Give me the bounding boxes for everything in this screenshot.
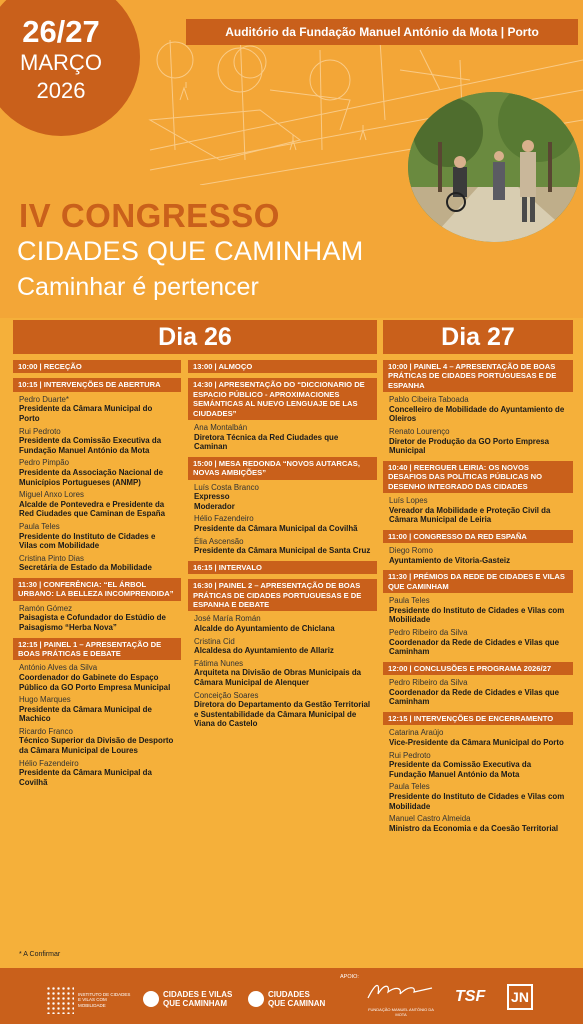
speaker-role: Presidente da Associação Nacional de Municípios Portugueses (ANMP)	[19, 467, 163, 487]
speaker-name: Cristina Pinto Dias	[19, 553, 84, 563]
session-time-title: 10:40 | REERGUER LEIRIA: OS NOVOS DESAFIOS DAS POLÍTICAS PÚBLICAS NO DESENHO INTEGRADO DAS CIDADES	[383, 461, 573, 493]
speaker	[13, 759, 181, 788]
footer-sponsors	[0, 968, 583, 1024]
speaker-name: Diego Romo	[389, 546, 433, 556]
speaker	[383, 427, 573, 456]
speaker-role: Ministro da Economia e da Coesão Territorial	[389, 823, 559, 833]
schedule-block	[188, 457, 377, 556]
speaker-name: Pedro Duarte*	[19, 394, 70, 404]
venue-bar: Auditório da Fundação Manuel António da Mota | Porto	[186, 19, 578, 45]
walker-icon	[248, 991, 264, 1007]
speaker-role: Vice-Presidente da Câmara Municipal do Porto	[389, 737, 564, 747]
signature-icon	[366, 980, 436, 1002]
session-time-title: 11:30 | CONFERÊNCIA: “EL ÁRBOL URBANO: LA BELLEZA INCOMPRENDIDA”	[13, 578, 181, 601]
schedule-block	[13, 578, 181, 633]
session-time-title: 15:00 | MESA REDONDA “NOVOS AUTARCAS, NOVAS AMBIÇÕES”	[188, 457, 377, 480]
speaker	[13, 522, 181, 551]
session-time-title: 12:00 | CONCLUSÕES E PROGRAMA 2026/27	[383, 662, 573, 675]
congress-edition: IV CONGRESSO	[19, 197, 280, 234]
speaker-name: Pablo Cibeira Taboada	[389, 395, 469, 405]
speaker-role: Coordenador da Rede de Cidades e Vilas que Caminham	[389, 637, 559, 657]
speaker-role: Presidente da Comissão Executiva da Fundação Manuel António da Mota	[19, 436, 162, 455]
speaker	[188, 502, 377, 512]
instituto-logo	[46, 986, 133, 1014]
footnote: * A Confirmar	[19, 951, 61, 958]
speaker-role: Vereador da Mobilidade e Proteção Civil da Câmara Municipal de Leiria	[389, 505, 551, 525]
dots-icon	[46, 986, 74, 1014]
speaker-role: Diretor de Produção da GO Porto Empresa Municipal	[389, 436, 550, 456]
speaker	[383, 728, 573, 747]
speaker	[383, 782, 573, 811]
speaker	[383, 628, 573, 657]
day-26-morning-column	[13, 360, 181, 792]
ciudades-line2: QUE CAMINAN	[268, 999, 326, 1008]
speaker-name: Cristina Cid	[194, 636, 235, 646]
speaker	[13, 554, 181, 573]
schedule-block	[188, 378, 377, 451]
speaker	[13, 458, 181, 487]
cidades-vilas-line2: QUE CAMINHAM	[163, 999, 227, 1008]
speaker	[188, 514, 377, 533]
day-27-header: Dia 27	[383, 320, 573, 354]
speaker-name: Paula Teles	[389, 596, 430, 606]
speaker	[13, 490, 181, 519]
event-days: 26/27	[22, 14, 100, 49]
speaker-name: Paula Teles	[19, 521, 60, 531]
event-month: MARÇO	[20, 50, 102, 75]
speaker-role: Presidente da Câmara Municipal do Porto	[19, 404, 153, 423]
speaker-role: Diretora do Departamento da Gestão Territorial e Sustentabilidade da Câmara Municipal de Viana do Castelo	[194, 700, 371, 729]
speaker	[383, 678, 573, 707]
speaker-role: Presidente da Câmara Municipal de Machico	[19, 704, 152, 724]
speaker-name: Fátima Nunes	[194, 658, 244, 668]
speaker-name: Ana Montalbán	[194, 423, 248, 433]
speaker-name: Renato Lourenço	[389, 427, 450, 436]
speaker-name: Luís Lopes	[389, 496, 428, 505]
speaker	[383, 596, 573, 625]
schedule-block	[383, 712, 573, 833]
speaker-role: Paisagista e Cofundador do Estúdio de Paisagismo “Herba Nova”	[19, 613, 166, 632]
speaker	[383, 395, 573, 424]
day-27-column	[383, 360, 573, 838]
session-time-title: 12:15 | PAINEL 1 – APRESENTAÇÃO DE BOAS PRÁTICAS E DEBATE	[13, 638, 181, 661]
speaker	[188, 614, 377, 633]
speaker-name: José María Román	[194, 614, 261, 624]
congress-title: CIDADES QUE CAMINHAM	[17, 236, 364, 266]
instituto-logo-text: INSTITUTO DE CIDADES E VILAS COM MOBILIDADE	[78, 991, 131, 1008]
speaker-name: Miguel Anxo Lores	[19, 490, 84, 500]
schedule-block	[13, 360, 181, 373]
speaker-role: Concelleiro de Mobilidade do Ayuntamiento de Oleiros	[389, 404, 565, 424]
schedule-block	[383, 461, 573, 525]
speaker-name: Paula Teles	[389, 782, 430, 792]
speaker-role: Moderador	[194, 501, 235, 511]
speaker-name: Hugo Marques	[19, 695, 71, 705]
speaker	[13, 395, 181, 424]
speaker-name: Rui Pedroto	[389, 750, 431, 760]
schedule-block	[383, 530, 573, 566]
cidades-vilas-logo	[143, 990, 232, 1008]
session-time-title: 11:30 | PRÉMIOS DA REDE DE CIDADES E VILAS QUE CAMINHAM	[383, 570, 573, 593]
cidades-vilas-line1: CIDADES E VILAS	[163, 990, 233, 999]
speaker-role: Presidente do Instituto de Cidades e Vilas com Mobilidade	[19, 531, 156, 551]
speaker-role: Técnico Superior da Divisão de Desporto da Câmara Municipal de Loures	[19, 736, 174, 756]
jn-logo: JN	[507, 984, 533, 1010]
speaker-role: Presidente do Instituto de Cidades e Vilas com Mobilidade	[389, 791, 565, 811]
schedule-block	[188, 360, 377, 373]
speaker	[383, 751, 573, 780]
speaker-role: Presidente da Câmara Municipal da Covilhã	[194, 524, 358, 533]
speaker-role: Alcaldesa do Ayuntamiento de Allariz	[194, 646, 334, 656]
speaker	[188, 423, 377, 452]
speaker	[13, 727, 181, 756]
speaker	[188, 537, 377, 556]
walkers-photo	[408, 92, 580, 242]
day-26-header: Dia 26	[13, 320, 377, 354]
schedule-block	[383, 360, 573, 456]
speaker-name: Catarina Araújo	[389, 728, 444, 738]
speaker-name: Élia Ascensão	[194, 536, 244, 546]
session-time-title: 16:30 | PAINEL 2 – APRESENTAÇÃO DE BOAS PRÁTICAS DE CIDADES PORTUGUESAS E DE ESPANHA E DEBATE	[188, 579, 377, 611]
speaker-name: António Alves da Silva	[19, 663, 98, 673]
tsf-logo: TSF	[455, 988, 486, 1005]
speaker-name: Ramón Gómez	[19, 603, 73, 613]
speaker-role: Secretária de Estado da Mobilidade	[19, 563, 152, 573]
speaker-name: Hélio Fazendeiro	[19, 758, 79, 768]
schedule-block	[13, 638, 181, 788]
speaker-name: Manuel Castro Almeida	[389, 814, 471, 824]
header-banner	[0, 0, 583, 318]
ciudades-caminan-logo	[248, 990, 325, 1008]
support-label: APOIO:	[340, 974, 359, 980]
speaker	[383, 496, 573, 525]
speaker	[13, 427, 181, 456]
speaker-role: Alcalde do Ayuntamiento de Chiclana	[194, 624, 335, 633]
speaker-name: Hélio Fazendeiro	[194, 514, 254, 524]
schedule-block	[188, 579, 377, 729]
session-time-title: 11:00 | CONGRESSO DA RED ESPAÑA	[383, 530, 573, 543]
speaker	[13, 695, 181, 724]
speaker	[188, 659, 377, 688]
ciudades-line1: CIUDADES	[268, 990, 310, 999]
speaker-name: Pedro Ribeiro da Silva	[389, 678, 468, 688]
speaker-role: Alcalde de Pontevedra e Presidente da Red Ciudades que Caminan de España	[19, 499, 166, 519]
speaker	[188, 637, 377, 656]
speaker	[13, 663, 181, 692]
speaker-role: Expresso	[194, 492, 230, 502]
speaker-name: Conceição Soares	[194, 690, 259, 700]
schedule-block	[383, 662, 573, 707]
session-time-title: 16:15 | INTERVALO	[188, 561, 377, 574]
speaker-role: Presidente da Câmara Municipal de Santa Cruz	[194, 546, 371, 556]
session-time-title: 13:00 | ALMOÇO	[188, 360, 377, 373]
speaker-role: Presidente da Câmara Municipal da Covilhã	[19, 768, 152, 787]
session-time-title: 10:00 | PAINEL 4 – APRESENTAÇÃO DE BOAS PRÁTICAS DE CIDADES PORTUGUESAS E DE ESPANHA	[383, 360, 573, 392]
speaker-name: Rui Pedroto	[19, 426, 61, 436]
speaker-role: Presidente do Instituto de Cidades e Vilas com Mobilidade	[389, 605, 565, 625]
speaker	[13, 604, 181, 633]
speaker	[383, 546, 573, 565]
schedule-block	[188, 561, 377, 574]
speaker-role: Presidente da Comissão Executiva da Fundação Manuel António da Mota	[389, 760, 532, 779]
schedule-block	[13, 378, 181, 573]
speaker-name: Pedro Pimpão	[19, 458, 70, 468]
session-time-title: 10:00 | RECEÇÃO	[13, 360, 181, 373]
walker-icon	[143, 991, 159, 1007]
speaker	[383, 814, 573, 833]
speaker-role: Arquiteta na Divisão de Obras Municipais da Câmara Municipal de Alenquer	[194, 668, 362, 687]
session-time-title: 14:30 | APRESENTAÇÃO DO “DICCIONARIO DE ESPACIO PÚBLICO - APROXIMACIONES SEMÁNTICAS AL NUEVO LENGUAJE DE LAS CIUDADES”	[188, 378, 377, 420]
speaker-role: Coordenador do Gabinete do Espaço Público da GO Porto Empresa Municipal	[19, 672, 171, 692]
congress-tagline: Caminhar é pertencer	[17, 273, 259, 301]
speaker-name: Pedro Ribeiro da Silva	[389, 627, 468, 637]
speaker-name: Ricardo Franco	[19, 726, 73, 736]
speaker	[188, 483, 377, 502]
event-year: 2026	[36, 78, 86, 103]
session-time-title: 10:15 | INTERVENÇÕES DE ABERTURA	[13, 378, 181, 391]
schedule-block	[383, 570, 573, 656]
fundacao-logo	[366, 980, 436, 1017]
day-26-afternoon-column	[188, 360, 377, 734]
session-time-title: 12:15 | INTERVENÇÕES DE ENCERRAMENTO	[383, 712, 573, 725]
speaker-role: Ayuntamiento de Vitoria-Gasteiz	[389, 555, 511, 565]
speaker-role: Coordenador da Rede de Cidades e Vilas que Caminham	[389, 687, 559, 707]
speaker-name: Luís Costa Branco	[194, 482, 259, 492]
speaker	[188, 691, 377, 729]
speaker-role: Diretora Técnica da Red Ciudades que Caminan	[194, 432, 339, 452]
fundacao-logo-text: FUNDAÇÃO MANUEL ANTÓNIO DA MOTA	[368, 1007, 434, 1017]
